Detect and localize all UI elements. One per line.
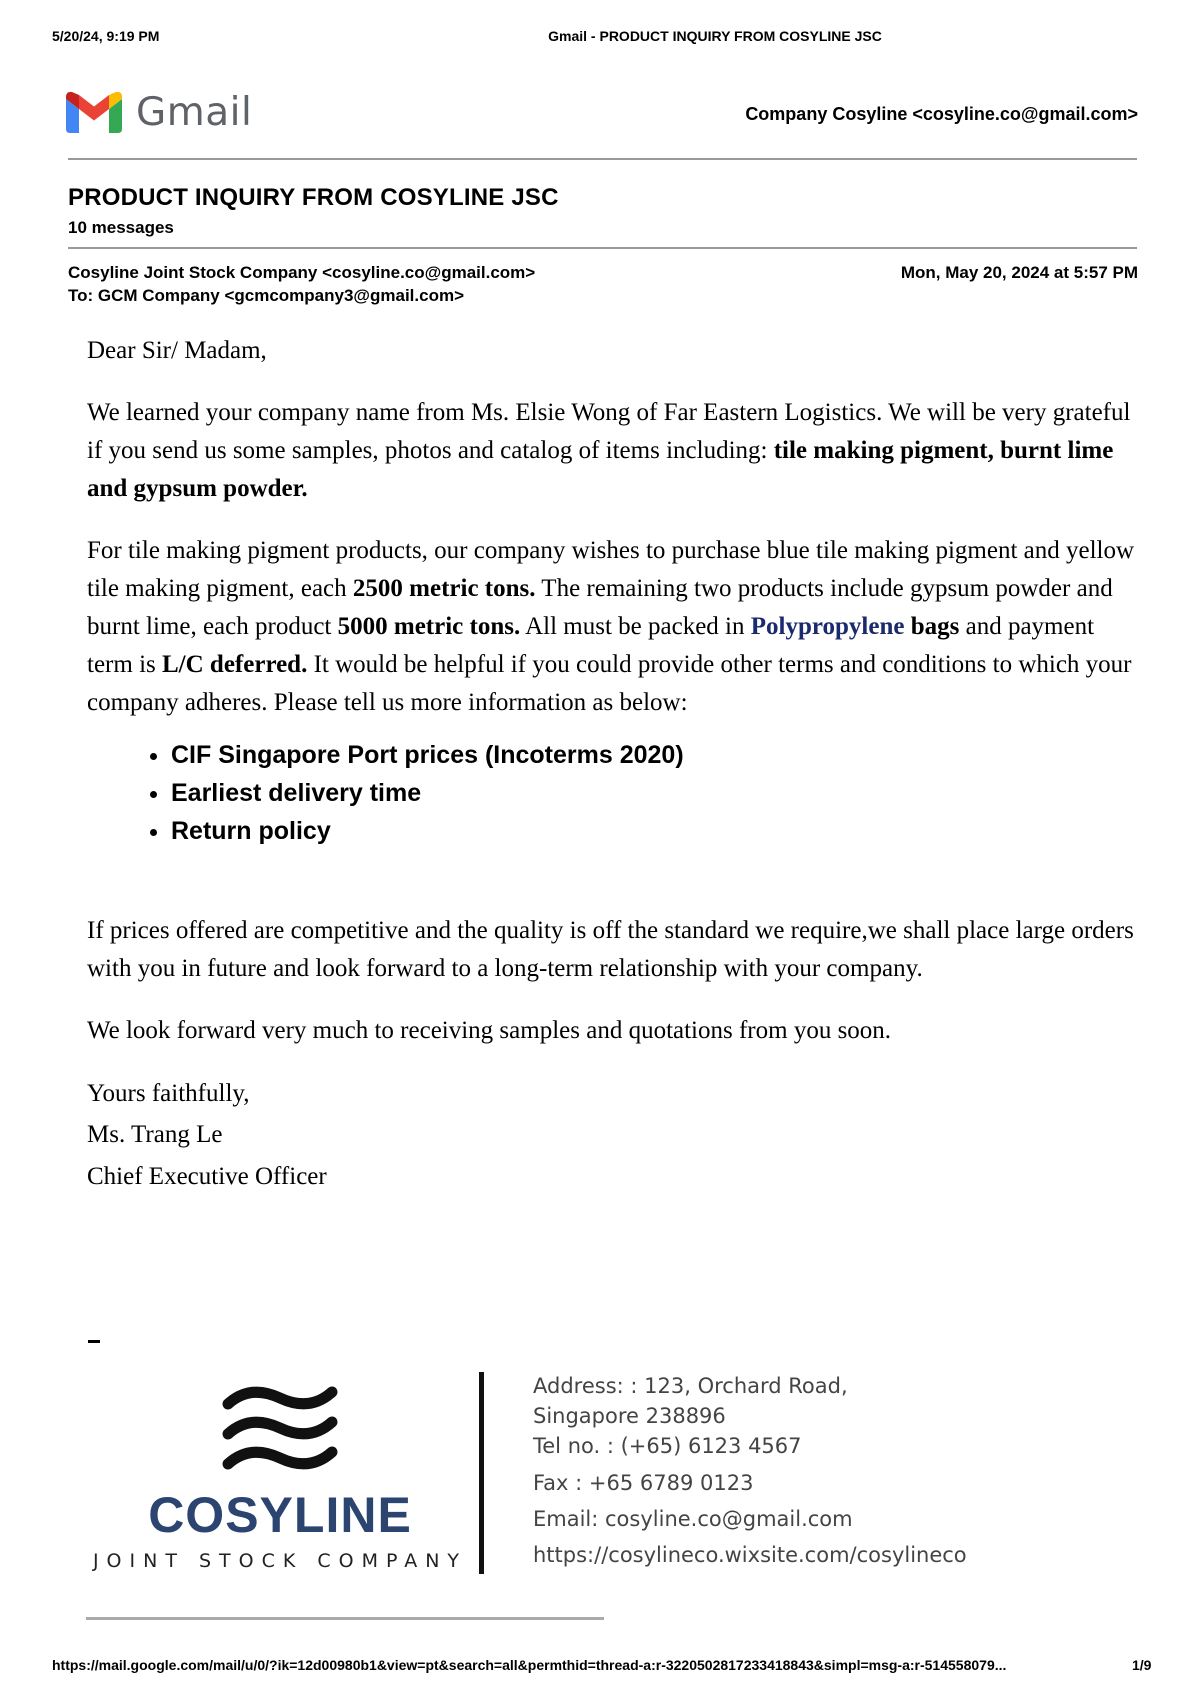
- bold-text: 5000 metric tons.: [337, 613, 521, 640]
- requirements-list: [87, 736, 1137, 850]
- body-paragraph: If prices offered are competitive and the quality is off the standard we require,we shall place large orders with you in future and look forward to a long-term relationship with your company.: [87, 917, 1134, 982]
- body-paragraph: We look forward very much to receiving samples and quotations from you soon.: [87, 1017, 892, 1044]
- gmail-m-icon: [66, 91, 122, 133]
- signer-name: Ms. Trang Le: [87, 1121, 223, 1148]
- print-title: Gmail - PRODUCT INQUIRY FROM COSYLINE JSC: [548, 28, 882, 44]
- body-paragraph: [87, 532, 1137, 722]
- message-sender: Cosyline Joint Stock Company <cosyline.co@gmail.com>: [68, 263, 536, 282]
- divider: [68, 247, 1137, 249]
- account-email: Company Cosyline <cosyline.co@gmail.com>: [745, 104, 1138, 124]
- list-item: • CIF Singapore Port prices (Incoterms 2020): [171, 736, 1137, 774]
- text-span: All must be packed in: [520, 613, 751, 640]
- divider: [68, 158, 1137, 160]
- text-span: We learned your company name from Ms. Elsie Wong of Far Eastern Logistics. We will be very grateful if you send us some samples, photos and catalog of items including:: [87, 399, 1131, 464]
- gmail-wordmark: Gmail: [136, 89, 253, 135]
- signature-dash: [88, 1340, 100, 1343]
- closing-block: [87, 1074, 1137, 1198]
- message-body: [87, 332, 1137, 1198]
- message-count: 10 messages: [68, 218, 174, 237]
- signature-divider: [479, 1372, 484, 1574]
- list-item: • Earliest delivery time: [171, 774, 1137, 812]
- bold-text: bags: [904, 613, 960, 640]
- address-line: Address: : 123, Orchard Road,: [533, 1374, 848, 1398]
- message-date: Mon, May 20, 2024 at 5:57 PM: [900, 263, 1138, 282]
- thread-subject: PRODUCT INQUIRY FROM COSYLINE JSC: [68, 184, 559, 211]
- bold-text: L/C deferred.: [162, 651, 308, 678]
- bold-text: 2500 metric tons.: [352, 575, 536, 602]
- signature-rule: [86, 1617, 604, 1620]
- address-line: Singapore 238896: [533, 1404, 726, 1428]
- brand-tagline: JOINT STOCK COMPANY: [92, 1550, 468, 1572]
- website-link[interactable]: https://cosylineco.wixsite.com/cosylineco: [533, 1543, 967, 1567]
- text-span: For tile making pigment products, our company wishes to purchase blue tile making pigment and yellow tile making pigment, each: [87, 537, 1135, 602]
- polypropylene-text: Polypropylene: [750, 613, 905, 640]
- signer-title: Chief Executive Officer: [87, 1163, 327, 1190]
- text-span: It would be helpful if you could provide other terms and conditions to which your company adheres. Please tell us more information as below:: [87, 651, 1132, 716]
- text-span: and payment term is: [87, 613, 1095, 678]
- print-url: https://mail.google.com/mail/u/0/?ik=12d00980b1&view=pt&search=all&permthid=thread-a:r-3220502817233418843&simpl=msg-a:r-514558079...: [52, 1657, 1007, 1673]
- gmail-logo: [66, 86, 252, 138]
- body-paragraph: [87, 394, 1137, 508]
- print-datetime: 5/20/24, 9:19 PM: [52, 28, 160, 44]
- print-footer: [0, 1657, 1200, 1677]
- print-header: [0, 28, 1200, 48]
- brand-name: COSYLINE: [148, 1487, 412, 1543]
- page-number: 1/9: [1132, 1657, 1152, 1673]
- waves-icon: [220, 1382, 340, 1478]
- fax-number: Fax : +65 6789 0123: [533, 1471, 754, 1495]
- closing-line: Yours faithfully,: [87, 1080, 250, 1107]
- bold-text: tile making pigment, burnt lime and gypsum powder.: [87, 437, 1114, 502]
- company-logo: [90, 1382, 470, 1572]
- email-address[interactable]: Email: cosyline.co@gmail.com: [533, 1507, 853, 1531]
- greeting: Dear Sir/ Madam,: [87, 337, 267, 364]
- message-recipient: To: GCM Company <gcmcompany3@gmail.com>: [68, 286, 465, 305]
- list-item: • Return policy: [171, 812, 1137, 850]
- text-span: The remaining two products include gypsum powder and burnt lime, each product: [87, 575, 1113, 640]
- phone-number: Tel no. : (+65) 6123 4567: [533, 1434, 802, 1458]
